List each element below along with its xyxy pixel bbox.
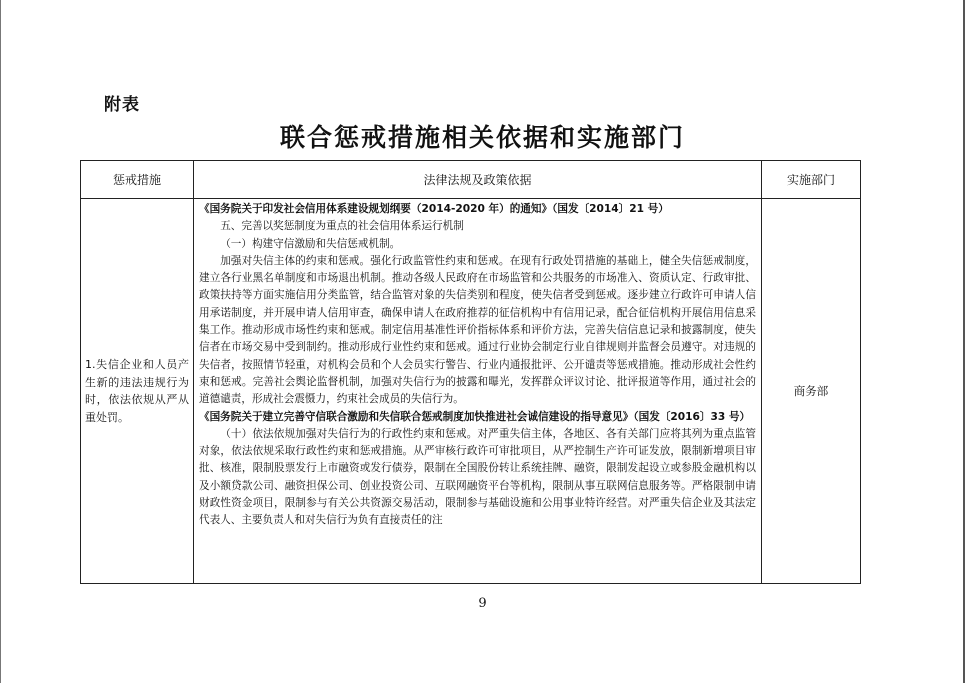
policy-paragraph: 加强对失信主体的约束和惩戒。强化行政监管性约束和惩戒。在现有行政处罚措施的基础上，健全失信惩戒制度，建立各行业黑名单制度和市场退出机制。推动各级人民政府在市场监管和公共服务的市场准入、资质认定、行政审批、政策扶持等方面实施信用分类监管，结合监管对象的失信类别和程度，使失信者受到惩戒。逐步建立行政许可申请人信用承诺制度，并开展申请人信用审查，确保申请人在政府推荐的征信机构中有信用记录，配合征信机构开展信用信息采集工作。推动形成市场性约束和惩戒。制定信用基准性评价指标体系和评价方法，完善失信信息记录和披露制度，使失信者在市场交易中受到制约。推动形成行业性约束和惩戒。通过行业协会制定行业自律规则并监督会员遵守。对违规的失信者，按照情节轻重，对机构会员和个人会员实行警告、行业内通报批评、公开谴责等惩戒措施。推动形成社会性约束和惩戒。完善社会舆论监督机制，加强对失信行为的披露和曝光，发挥群众评议讨论、批评报道等作用，通过社会的道德谴责，形成社会震慑力，约束社会成员的失信行为。 xyxy=(199,254,756,406)
department-text: 商务部 xyxy=(793,384,829,398)
legal-basis-cell xyxy=(194,199,762,584)
policy-paragraph: 五、完善以奖惩制度为重点的社会信用体系运行机制 xyxy=(220,220,464,233)
policy-paragraph: （十）依法依规加强对失信行为的行政性约束和惩戒。对严重失信主体，各地区、各有关部门应将其列为重点监管对象，依法依规采取行政性约束和惩戒措施。从严审核行政许可审批项目，从严控制生产许可证发放，限制新增项目审批、核准，限制股票发行上市融资或发行债券，限制在全国股份转让系统挂牌、融资，限制发起设立或参股金融机构以及小额贷款公司、融资担保公司、创业投资公司、互联网融资平台等机构，限制从事互联网信息服务等。严格限制申请财政性资金项目，限制参与有关公共资源交易活动，限制参与基础设施和公用事业特许经营。对严重失信企业及其法定代表人、主要负责人和对失信行为负有直接责任的注 xyxy=(199,427,756,527)
document-title: 联合惩戒措施相关依据和实施部门 xyxy=(279,123,685,152)
legal-basis-text xyxy=(194,199,761,583)
table-row xyxy=(81,199,861,584)
measure-text: 1.失信企业和人员产生新的违法违规行为时，依法依规从严从重处罚。 xyxy=(85,358,189,424)
measures-table xyxy=(80,160,861,584)
policy-paragraph: （一）构建守信激励和失信惩戒机制。 xyxy=(220,237,401,250)
measure-cell xyxy=(81,199,194,584)
policy-document-reference: 《国务院关于建立完善守信联合激励和失信联合惩戒制度加快推进社会诚信建设的指导意见》（国发〔2016〕33 号） xyxy=(199,410,751,423)
policy-document-reference: 《国务院关于印发社会信用体系建设规划纲要（2014-2020 年）的通知》（国发〔2014〕21 号） xyxy=(199,203,669,215)
header-legal-basis: 法律法规及政策依据 xyxy=(194,161,762,199)
header-department: 实施部门 xyxy=(762,161,861,199)
table-header-row xyxy=(81,161,861,199)
department-cell xyxy=(762,199,861,584)
page-number: 9 xyxy=(478,596,487,611)
appendix-label: 附表 xyxy=(104,95,140,115)
header-measure: 惩戒措施 xyxy=(81,161,194,199)
page-left-border xyxy=(0,0,1,683)
